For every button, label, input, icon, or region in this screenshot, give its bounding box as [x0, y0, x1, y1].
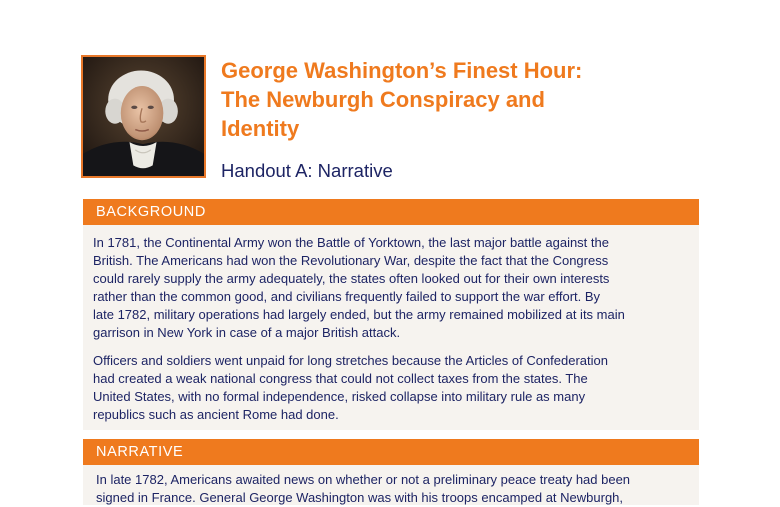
narrative-section-heading: NARRATIVE	[83, 439, 699, 465]
portrait-image	[83, 57, 204, 176]
background-section-heading: BACKGROUND	[83, 199, 699, 225]
text-line: Officers and soldiers went unpaid for long stretches because the Articles of Confederation	[93, 353, 608, 368]
text-line: British. The Americans had won the Revolutionary War, despite the fact that the Congress	[93, 253, 609, 268]
background-section-body	[83, 225, 699, 430]
title-line-1: George Washington’s Finest Hour:	[221, 58, 583, 83]
handout-subtitle: Handout A: Narrative	[221, 160, 393, 181]
document-title	[221, 56, 661, 143]
text-line: In late 1782, Americans awaited news on whether or not a preliminary peace treaty had been	[96, 472, 631, 487]
background-paragraph-1	[93, 234, 689, 342]
title-line-3: Identity	[221, 116, 300, 141]
paragraph-spacer	[93, 342, 689, 352]
text-line: garrison in New York in case of a major British attack.	[93, 325, 401, 340]
text-line: could rarely supply the army adequately, the states often looked out for their own interests	[93, 271, 610, 286]
text-line: signed in France. General George Washington was with his troops encamped at Newburgh,	[96, 490, 624, 505]
text-line: United States, with no formal independence, risked collapse into military rule as many	[93, 389, 586, 404]
text-line: rather than the common good, and civilians frequently failed to support the war effort. By	[93, 289, 601, 304]
background-paragraph-2	[93, 352, 689, 424]
narrative-section-body	[83, 465, 699, 505]
title-line-2: The Newburgh Conspiracy and	[221, 87, 545, 112]
text-line: In 1781, the Continental Army won the Battle of Yorktown, the last major battle against the	[93, 235, 609, 250]
text-line: late 1782, military operations had largely ended, but the army remained mobilized at its main	[93, 307, 625, 322]
washington-portrait	[81, 55, 206, 178]
text-line: had created a weak national congress that could not collect taxes from the states. The	[93, 371, 588, 386]
text-line: republics such as ancient Rome had done.	[93, 407, 339, 422]
